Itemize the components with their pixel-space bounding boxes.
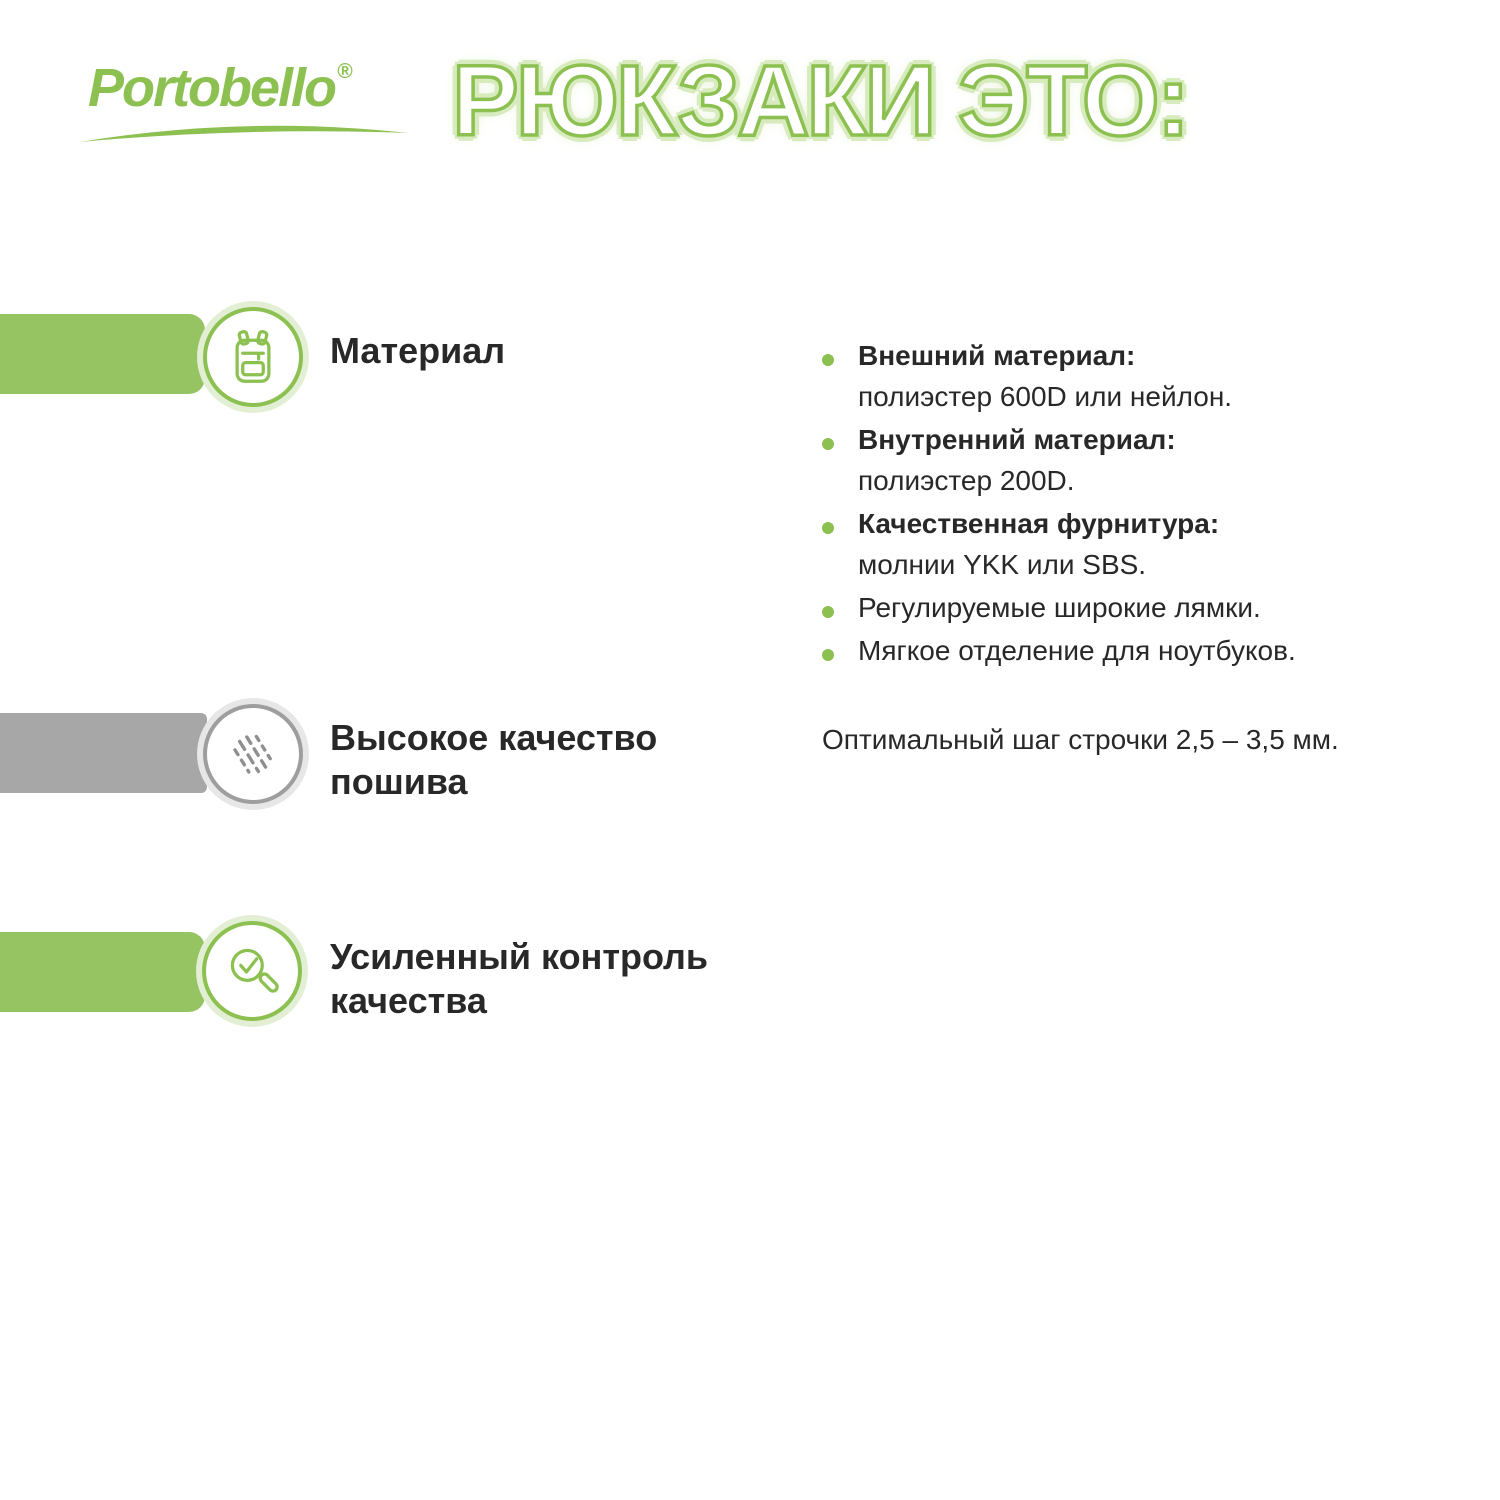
bullet-text — [858, 335, 1232, 417]
sewing-badge — [197, 698, 309, 810]
material-badge-circle — [203, 307, 303, 407]
bullet-item-laptop-compartment — [822, 630, 1462, 671]
material-section-bar — [0, 314, 205, 394]
material-badge — [197, 301, 309, 413]
stitching-icon — [225, 726, 281, 782]
bullet-body-text: молнии YKK или SBS. — [858, 549, 1147, 580]
bullet-bold-text: Внешний материал: — [858, 340, 1136, 371]
sewing-section-bar — [0, 713, 207, 793]
portobello-logo — [88, 60, 428, 147]
page-title: РЮКЗАКИ ЭТО: — [452, 45, 1187, 157]
bullet-dot-icon — [822, 606, 834, 618]
logo-text: Portobello — [88, 58, 335, 118]
section-title-quality-control: Усиленный контроль качества — [330, 936, 709, 1021]
backpack-icon — [225, 329, 281, 385]
material-bullet-list — [822, 335, 1462, 673]
quality-control-badge-circle — [202, 921, 302, 1021]
bullet-dot-icon — [822, 354, 834, 366]
bullet-dot-icon — [822, 649, 834, 661]
magnifier-check-icon — [224, 943, 280, 999]
bullet-bold-text: Внутренний материал: — [858, 424, 1176, 455]
registered-trademark-icon: ® — [337, 60, 353, 83]
bullet-item-outer-material — [822, 335, 1462, 417]
bullet-text — [858, 503, 1219, 585]
bullet-item-inner-material — [822, 419, 1462, 501]
bullet-text — [858, 419, 1176, 501]
bullet-item-straps — [822, 587, 1462, 628]
bullet-text — [858, 587, 1261, 628]
bullet-body-text: полиэстер 200D. — [858, 465, 1075, 496]
quality-control-section-bar — [0, 932, 205, 1012]
bullet-text — [858, 630, 1296, 671]
bullet-item-hardware — [822, 503, 1462, 585]
stitch-pitch-note: Оптимальный шаг строчки 2,5 – 3,5 мм. — [822, 724, 1339, 755]
logo-wordmark — [88, 60, 428, 117]
bullet-bold-text: Качественная фурнитура: — [858, 508, 1220, 539]
bullet-dot-icon — [822, 438, 834, 450]
section-title-material: Материал — [330, 330, 506, 371]
bullet-body-text: полиэстер 600D или нейлон. — [858, 381, 1233, 412]
logo-swoosh-icon — [76, 121, 412, 147]
quality-control-badge — [196, 915, 308, 1027]
bullet-body-text: Мягкое отделение для ноутбуков. — [858, 635, 1296, 666]
section-title-sewing-quality: Высокое качество пошива — [330, 717, 658, 802]
bullet-dot-icon — [822, 522, 834, 534]
sewing-badge-circle — [203, 704, 303, 804]
bullet-body-text: Регулируемые широкие лямки. — [858, 592, 1261, 623]
